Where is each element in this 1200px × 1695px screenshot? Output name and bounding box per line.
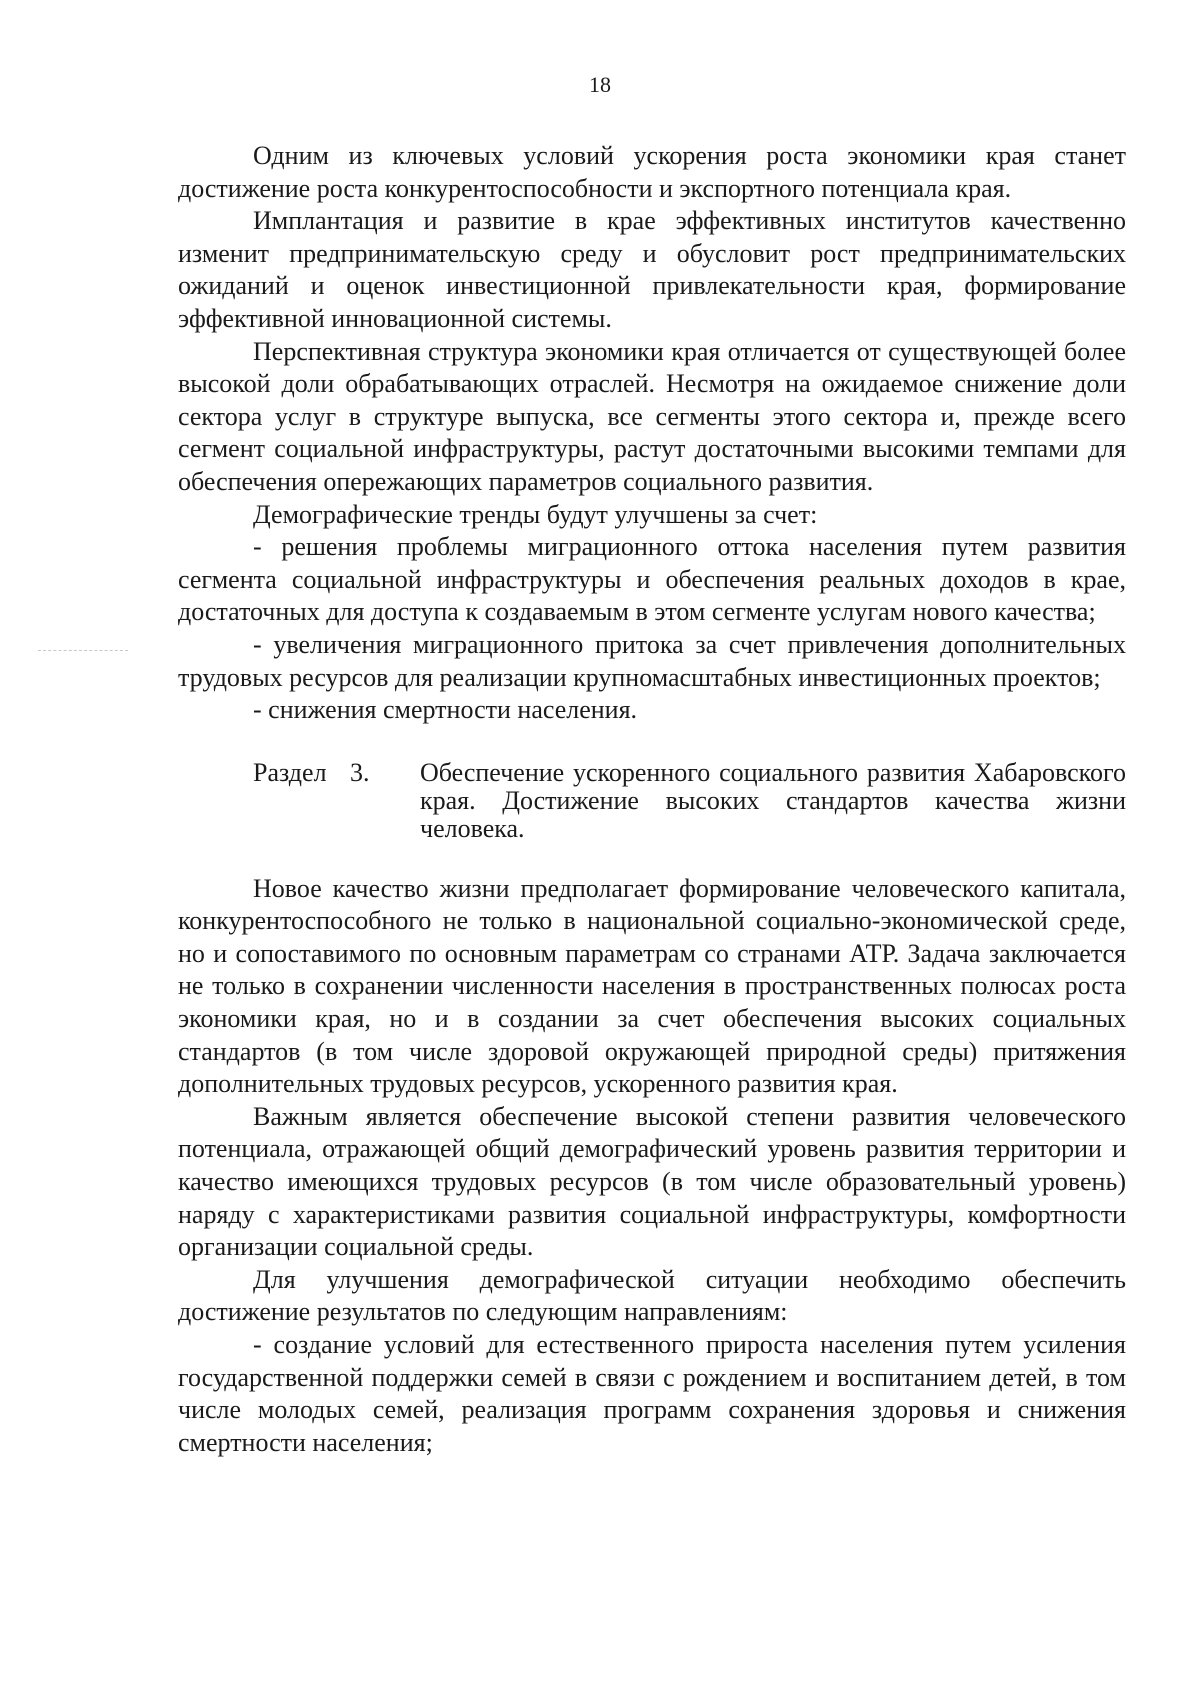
list-item-migration-outflow: - решения проблемы миграционного оттока населения путем развития сегмента социальной инфраструктуры и обеспечения реальных доходов в крае, достаточных для доступа к создаваемым в этом сегменте услугам нового качества; (178, 532, 1126, 627)
document-body (178, 140, 1126, 1459)
list-item-mortality: - снижения смертности населения. (253, 695, 638, 725)
paragraph-human-potential: Важным является обеспечение высокой степени развития человеческого потенциала, отражающей общий демографический уровень развития территории и качество имеющихся трудовых ресурсов (в том числе образовательный уровень) наряду с характеристиками развития социальной инфраструктуры, комфортности организации социальной среды. (178, 1101, 1126, 1262)
paragraph-demographic-directions: Для улучшения демографической ситуации необходимо обеспечить достижение результатов по следующим направлениям: (178, 1264, 1126, 1327)
page-number: 18 (589, 72, 611, 97)
paragraph-institutions: Имплантация и развитие в крае эффективных институтов качественно изменит предпринимательскую среду и обусловит рост предпринимательских ожиданий и оценок инвестиционной привлекательности края, формирование эффективной инновационной системы. (178, 206, 1126, 333)
section-label: Раздел (253, 757, 327, 787)
section-spacer-top (178, 727, 1126, 759)
section-number: 3. (350, 757, 370, 787)
section-title: Обеспечение ускоренного социального развития Хабаровского края. Достижение высоких стандартов качества жизни человека. (420, 757, 1126, 843)
list-item-natural-growth: - создание условий для естественного прироста населения путем усиления государственной поддержки семей в связи с рождением и воспитанием детей, в том числе молодых семей, реализация программ сохранения здоровья и снижения смертности населения; (178, 1330, 1126, 1457)
paragraph-demographic-trends: Демографические тренды будут улучшены за счет: (253, 499, 818, 529)
paragraph-economy-structure: Перспективная структура экономики края отличается от существующей более высокой доли обрабатывающих отраслей. Несмотря на ожидаемое снижение доли сектора услуг в структуре выпуска, все сегменты этого сектора и, прежде всего сегмент социальной инфраструктуры, растут достаточными высокими темпами для обеспечения опережающих параметров социального развития. (178, 336, 1126, 496)
paragraph-quality-of-life: Новое качество жизни предполагает формирование человеческого капитала, конкурентоспособного не только в национальной социально-экономической среде, но и сопоставимого по основным параметрам со странами АТР. Задача заключается не только в сохранении численности населения в пространственных полюсах роста экономики края, но и в создании за счет обеспечения высоких социальных стандартов (в том числе здоровой окружающей природной среды) притяжения дополнительных трудовых ресурсов, ускоренного развития края. (178, 873, 1126, 1099)
scan-artifact-line (38, 650, 128, 652)
list-item-migration-inflow: - увеличения миграционного притока за счет привлечения дополнительных трудовых ресурсов для реализации крупномасштабных инвестиционных проектов; (178, 629, 1126, 692)
paragraph-export-potential: Одним из ключевых условий ускорения роста экономики края станет достижение роста конкурентоспособности и экспортного потенциала края. (178, 141, 1126, 203)
section-heading (178, 759, 1126, 843)
section-spacer-bottom (178, 843, 1126, 873)
